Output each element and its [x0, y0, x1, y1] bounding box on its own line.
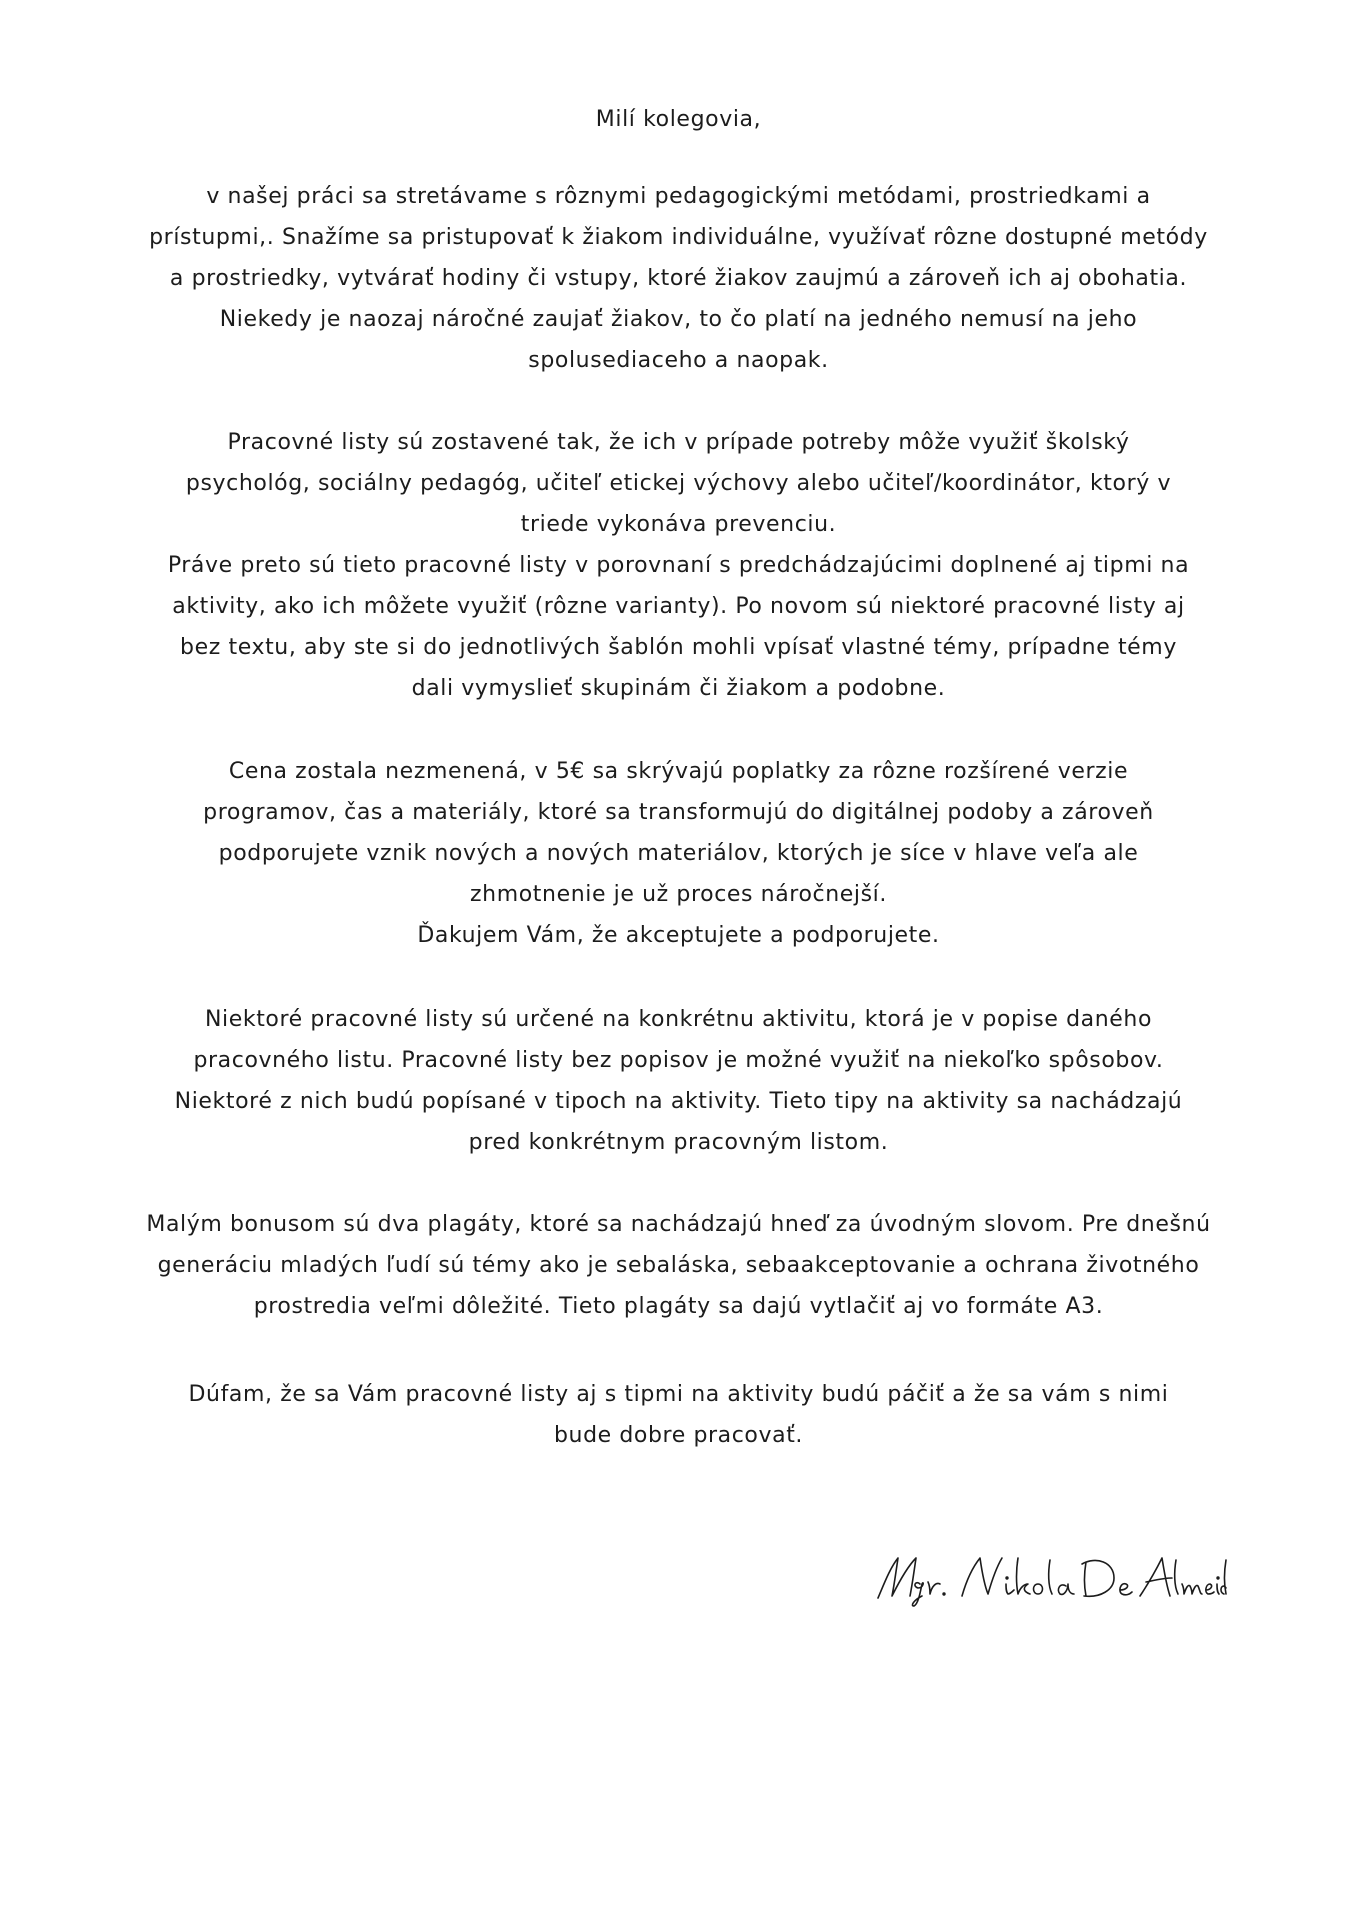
text-line: prostredia veľmi dôležité. Tieto plagáty sa dajú vytlačiť aj vo formáte A3.	[253, 1294, 1104, 1319]
text-line: Práve preto sú tieto pracovné listy v porovnaní s predchádzajúcimi doplnené aj tipmi na	[167, 553, 1190, 578]
text-line: zhmotnenie je už proces náročnejší.	[470, 882, 887, 907]
text-line: generáciu mladých ľudí sú témy ako je sebaláska, sebaakceptovanie a ochrana životného	[157, 1253, 1200, 1278]
text-line: Ďakujem Vám, že akceptujete a podporujete.	[417, 923, 940, 948]
text-line: Niektoré z nich budú popísané v tipoch na aktivity. Tieto tipy na aktivity sa nachádzajú	[174, 1089, 1183, 1114]
text-line: dali vymyslieť skupinám či žiakom a podobne.	[411, 676, 946, 701]
text-line: a prostriedky, vytvárať hodiny či vstupy, ktoré žiakov zaujmú a zároveň ich aj obohatia.	[169, 266, 1188, 291]
paragraph-price	[70, 751, 1287, 956]
text-line: spolusediaceho a naopak.	[528, 348, 829, 373]
text-line: pred konkrétnym pracovným listom.	[468, 1130, 889, 1155]
signature-graphic	[870, 1550, 1230, 1610]
text-line: Dúfam, že sa Vám pracovné listy aj s tipmi na aktivity budú páčiť a že sa vám s nimi	[188, 1382, 1169, 1407]
text-line: psychológ, sociálny pedagóg, učiteľ etickej výchovy alebo učiteľ/koordinátor, ktorý v	[185, 471, 1172, 496]
paragraph-worksheets	[70, 422, 1287, 709]
text-line: bez textu, aby ste si do jednotlivých šablón mohli vpísať vlastné témy, prípadne témy	[180, 635, 1177, 660]
text-line: Niekedy je naozaj náročné zaujať žiakov, to čo platí na jedného nemusí na jeho	[219, 307, 1138, 332]
handwritten-signature	[870, 1550, 1230, 1610]
text-line: Pracovné listy sú zostavené tak, že ich v prípade potreby môže využiť školský	[227, 430, 1130, 455]
text-line: aktivity, ako ich môžete využiť (rôzne varianty). Po novom sú niektoré pracovné listy aj	[172, 594, 1185, 619]
text-line: Malým bonusom sú dva plagáty, ktoré sa nachádzajú hneď za úvodným slovom. Pre dnešnú	[146, 1212, 1211, 1237]
text-line: programov, čas a materiály, ktoré sa transformujú do digitálnej podoby a zároveň	[203, 800, 1154, 825]
greeting: Milí kolegovia,	[595, 107, 762, 132]
text-line: bude dobre pracovať.	[553, 1423, 804, 1448]
text-line: pracovného listu. Pracovné listy bez popisov je možné využiť na niekoľko spôsobov.	[193, 1048, 1164, 1073]
text-line: triede vykonáva prevenciu.	[520, 512, 837, 537]
paragraph-closing	[70, 1374, 1287, 1456]
text-line: podporujete vznik nových a nových materiálov, ktorých je síce v hlave veľa ale	[218, 841, 1139, 866]
text-line: Niektoré pracovné listy sú určené na konkrétnu aktivitu, ktorá je v popise daného	[204, 1007, 1153, 1032]
paragraph-activities	[70, 999, 1287, 1163]
text-line: prístupmi,. Snažíme sa pristupovať k žiakom individuálne, využívať rôzne dostupné metódy	[149, 225, 1208, 250]
paragraph-intro	[70, 176, 1287, 381]
text-line: Cena zostala nezmenená, v 5€ sa skrývajú poplatky za rôzne rozšírené verzie	[228, 759, 1129, 784]
paragraph-bonus	[70, 1204, 1287, 1327]
text-line: v našej práci sa stretávame s rôznymi pedagogickými metódami, prostriedkami a	[206, 184, 1151, 209]
